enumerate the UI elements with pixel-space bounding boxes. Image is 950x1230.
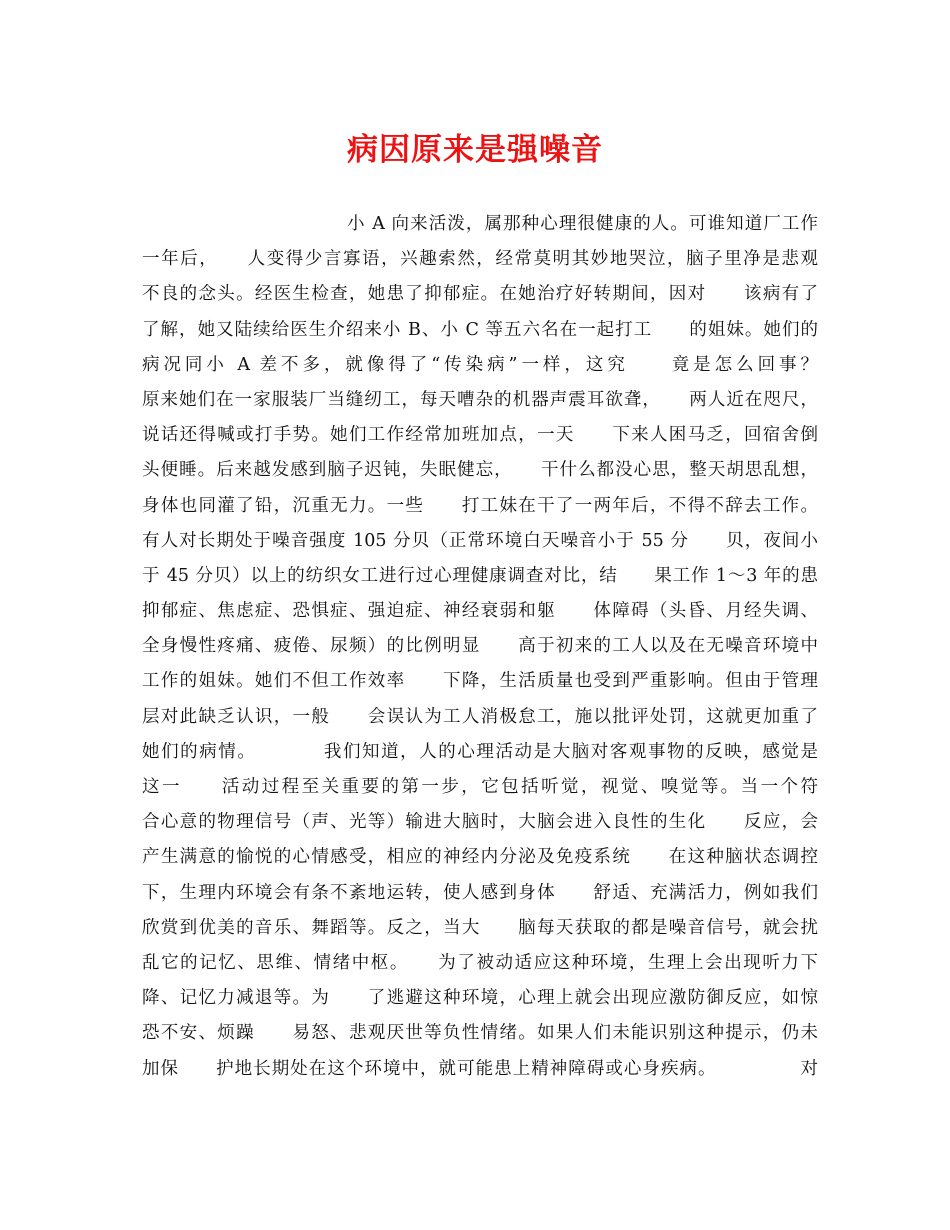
document-body xyxy=(142,207,818,1087)
text-line: 合心意的物理信号（声、光等）输进大脑时，大脑会进入良性的生化 反应，会 xyxy=(142,812,818,833)
text-line: 产生满意的愉悦的心情感受，相应的神经内分泌及免疫系统 在这种脑状态调控 xyxy=(142,847,818,868)
text-line: 层对此缺乏认识，一般 会误认为工人消极怠工，施以批评处罚，这就更加重了 xyxy=(142,706,818,727)
text-line: 抑郁症、焦虑症、恐惧症、强迫症、神经衰弱和躯 体障碍（头昏、月经失调、 xyxy=(142,601,818,622)
text-line: 身体也同灌了铅，沉重无力。一些 打工妹在干了一两年后，不得不辞去工作。 xyxy=(142,495,818,516)
text-line: 下，生理内环境会有条不紊地运转，使人感到身体 舒适、充满活力，例如我们 xyxy=(142,882,818,903)
text-line: 了解，她又陆续给医生介绍来小 B、小 C 等五六名在一起打工 的姐妹。她们的 xyxy=(142,319,818,340)
text-line: 工作的姐妹。她们不但工作效率 下降，生活质量也受到严重影响。但由于管理 xyxy=(142,671,818,692)
text-line: 恐不安、烦躁 易怒、悲观厌世等负性情绪。如果人们未能识别这种提示，仍未 xyxy=(142,1023,818,1044)
text-line: 加保 护地长期处在这个环境中，就可能患上精神障碍或心身疾病。 对 xyxy=(142,1058,818,1079)
text-line: 不良的念头。经医生检查，她患了抑郁症。在她治疗好转期间，因对 该病有了 xyxy=(142,284,818,305)
text-line: 于 45 分贝）以上的纺织女工进行过心理健康调查对比，结 果工作 1～3 年的患 xyxy=(142,565,818,586)
text-line: 这一 活动过程至关重要的第一步，它包括听觉，视觉、嗅觉等。当一个符 xyxy=(142,777,818,797)
text-line: 一年后， 人变得少言寡语，兴趣索然，经常莫明其妙地哭泣，脑子里净是悲观 xyxy=(142,249,818,270)
text-line: 欣赏到优美的音乐、舞蹈等。反之，当大 脑每天获取的都是噪音信号，就会扰 xyxy=(142,917,818,938)
text-line: 降、记忆力减退等。为 了逃避这种环境，心理上就会出现应激防御反应，如惊 xyxy=(142,988,818,1009)
text-line: 说话还得喊或打手势。她们工作经常加班加点，一天 下来人困马乏，回宿舍倒 xyxy=(142,425,818,446)
text-line: 原来她们在一家服装厂当缝纫工，每天嘈杂的机器声震耳欲聋， 两人近在咫尺， xyxy=(142,389,818,410)
text-line: 她们的病情。 我们知道，人的心理活动是大脑对客观事物的反映，感觉是 xyxy=(142,741,818,762)
text-line: 病况同小 A 差不多，就像得了“传染病”一样，这究 竟是怎么回事？ xyxy=(142,354,818,375)
document-title: 病因原来是强噪音 xyxy=(347,132,603,168)
text-line: 全身慢性疼痛、疲倦、尿频）的比例明显 高于初来的工人以及在无噪音环境中 xyxy=(142,636,818,657)
text-line: 有人对长期处于噪音强度 105 分贝（正常环境白天噪音小于 55 分 贝，夜间小 xyxy=(142,530,818,551)
text-line: 头便睡。后来越发感到脑子迟钝，失眠健忘， 干什么都没心思，整天胡思乱想， xyxy=(142,460,818,481)
text-line: 乱它的记忆、思维、情绪中枢。 为了被动适应这种环境，生理上会出现听力下 xyxy=(142,952,818,973)
text-line: 小 A 向来活泼，属那种心理很健康的人。可谁知道厂工作 xyxy=(347,214,818,234)
